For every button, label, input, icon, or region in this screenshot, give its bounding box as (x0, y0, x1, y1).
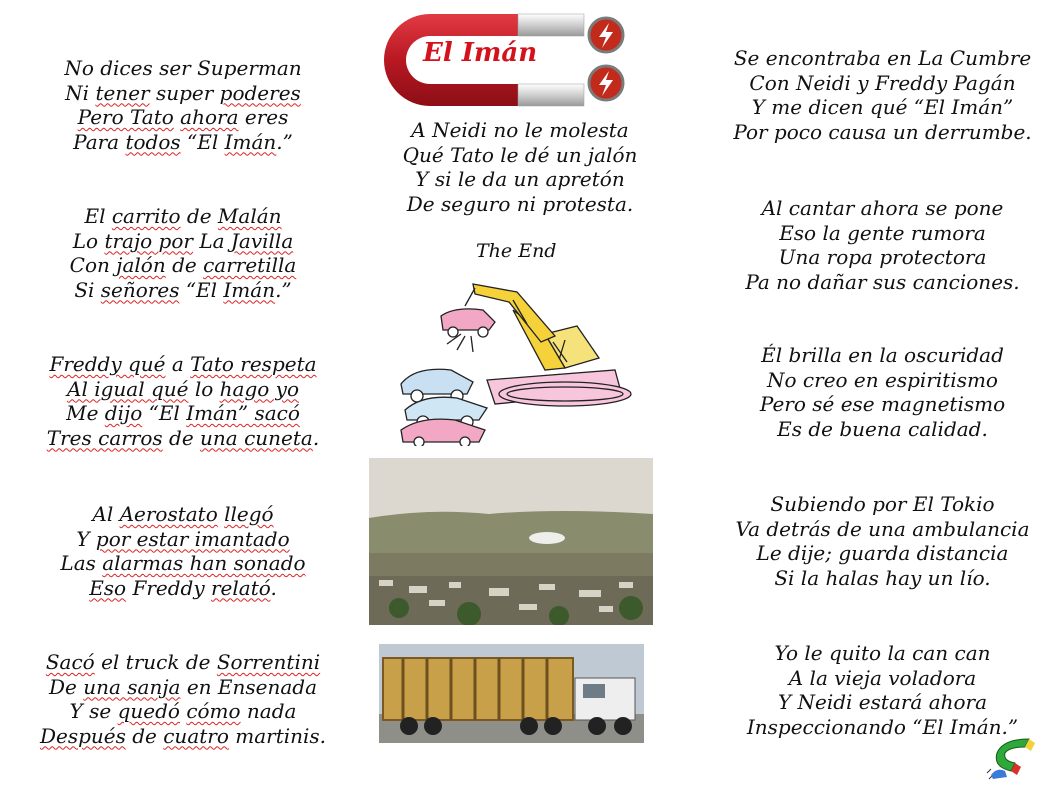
right-stanza (710, 46, 1055, 144)
lightning-badge-icon (589, 18, 623, 52)
underlined-word: ahora (180, 105, 239, 129)
verse-text: Y (76, 526, 96, 551)
underlined-word: Tato respeta (190, 352, 317, 376)
verse-line (8, 130, 358, 155)
verse-text: . (312, 425, 320, 450)
verse-line: Subiendo por El Tokio (770, 492, 995, 516)
underlined-word: todos (125, 129, 181, 154)
verse-line: No creo en espiritismo (767, 367, 998, 392)
verse-text: Ni (65, 80, 96, 105)
verse-text: de (180, 204, 218, 228)
the-end-label: The End (476, 240, 557, 262)
verse-line: Pero sé ese magnetismo (759, 392, 1006, 416)
verse-text: La (192, 228, 231, 253)
right-stanza (710, 492, 1055, 590)
page-title: El Imán (423, 38, 538, 68)
underlined-word: dijo (104, 401, 143, 425)
underlined-word: hago yo (219, 376, 299, 401)
verse-line (8, 426, 358, 451)
verse-line (8, 551, 358, 576)
verse-text: el truck de (94, 650, 217, 674)
underlined-word: una sanja (83, 674, 181, 699)
right-stanza (710, 641, 1055, 739)
verse-line: Con Neidi y Freddy Pagán (749, 70, 1016, 95)
verse-line: Se encontraba en La Cumbre (733, 46, 1032, 70)
verse-text: De (48, 674, 84, 699)
verse-line: Y me dicen qué “El Imán” (751, 95, 1014, 119)
underlined-word: Sacó (45, 650, 95, 674)
underlined-word: señores (100, 277, 180, 302)
lightning-badge-icon (589, 66, 623, 100)
verse-text: Me (66, 401, 105, 425)
verse-text: .” (275, 277, 292, 302)
left-stanza (8, 502, 358, 600)
verse-line (8, 204, 358, 229)
right-stanza (710, 196, 1055, 294)
verse-line (8, 81, 358, 106)
underlined-word: por estar imantado (95, 526, 290, 551)
verse-text: “El (179, 277, 224, 302)
underlined-word: Tres carros (46, 425, 163, 450)
truck-photo (379, 644, 644, 743)
verse-text: lo (188, 376, 220, 401)
verse-text: Lo (72, 228, 105, 253)
verse-line: Al cantar ahora se pone (761, 196, 1004, 220)
corner-magnet-icon (985, 735, 1037, 781)
underlined-word: Al igual qué (67, 376, 189, 401)
left-stanza (8, 204, 358, 302)
verse-line (8, 56, 358, 81)
verse-line: Le dije; guarda distancia (756, 541, 1009, 565)
verse-text: de (162, 425, 201, 450)
verse-line: Una ropa protectora (778, 245, 987, 269)
verse-line: Es de buena calidad. (777, 416, 988, 441)
underlined-word: carretilla (203, 253, 297, 277)
verse-line: Inspeccionando “El Imán.” (746, 714, 1019, 739)
underlined-word: Después (39, 723, 126, 748)
underlined-word: Freddy qué (49, 352, 166, 376)
center-stanza (380, 118, 660, 216)
underlined-word: Sorrentini (216, 650, 321, 674)
verse-line (8, 229, 358, 254)
underlined-word: trajo por (104, 228, 193, 253)
verse-text: de (125, 723, 164, 748)
verse-line (8, 527, 358, 552)
verse-text: . (270, 575, 277, 600)
verse-text: Si (74, 277, 101, 302)
verse-line: Por poco causa un derrumbe. (733, 119, 1032, 144)
verse-line: A Neidi no le molesta (411, 118, 629, 142)
verse-line: De seguro ni protesta. (406, 191, 634, 216)
verse-text: eres (238, 105, 289, 129)
right-stanza (710, 343, 1055, 441)
verse-text: de (165, 253, 204, 277)
underlined-word: jalón (116, 253, 166, 277)
underlined-word: cómo (186, 699, 241, 723)
underlined-word: Javilla (230, 228, 294, 253)
verse-line (8, 675, 358, 700)
verse-line (8, 278, 358, 303)
verse-line (8, 502, 358, 527)
verse-text: super (149, 80, 220, 105)
verse-line (8, 105, 358, 130)
underlined-word: poderes (219, 80, 301, 105)
verse-text: Con (69, 253, 117, 277)
verse-line (8, 401, 358, 426)
verse-text: a (165, 352, 191, 376)
underlined-word: Eso (89, 575, 127, 600)
underlined-word: alarmas han sonado (102, 551, 306, 575)
underlined-word: quedó (117, 699, 180, 723)
verse-line (8, 576, 358, 601)
verse-text: Freddy (126, 575, 211, 600)
verse-line (8, 699, 358, 724)
verse-text: Para (73, 129, 126, 154)
verse-text: No dices ser Superman (64, 56, 302, 80)
verse-text: El (84, 204, 112, 228)
verse-line (8, 724, 358, 749)
verse-line: Va detrás de una ambulancia (735, 516, 1030, 541)
verse-line: Si la halas hay un lío. (774, 565, 991, 590)
underlined-word: Imán (224, 129, 277, 154)
underlined-word: cuatro (163, 723, 229, 748)
verse-line: Qué Tato le dé un jalón (402, 142, 638, 167)
underlined-word: Malán (217, 204, 282, 228)
underlined-word: Aerostato (119, 502, 218, 526)
verse-text: martinis. (228, 723, 327, 748)
verse-line (8, 352, 358, 377)
verse-line (8, 377, 358, 402)
underlined-word: tener (95, 80, 150, 105)
underlined-word: carrito (111, 204, 181, 228)
crane-clipart (395, 270, 635, 446)
verse-text: Las (60, 551, 103, 575)
verse-line: Y si le da un apretón (415, 167, 625, 191)
verse-line: Y Neidi estará ahora (777, 690, 988, 714)
verse-line: Yo le quito la can can (774, 641, 991, 665)
underlined-word: una cuneta (200, 425, 313, 450)
underlined-word: llegó (224, 502, 274, 526)
verse-line (8, 650, 358, 675)
verse-line: Eso la gente rumora (779, 220, 986, 245)
left-stanza (8, 650, 358, 748)
verse-line: A la vieja voladora (788, 665, 977, 690)
underlined-word: relató (211, 575, 271, 600)
left-stanza (8, 352, 358, 450)
verse-text: .” (276, 129, 293, 154)
verse-line: Él brilla en la oscuridad (761, 343, 1004, 367)
verse-text: “El (142, 401, 187, 425)
underlined-word: Pero Tato (77, 105, 174, 129)
verse-text: nada (240, 699, 297, 723)
town-photo (369, 458, 653, 625)
verse-text: Al (92, 502, 120, 526)
verse-line: Pa no dañar sus canciones. (745, 269, 1020, 294)
left-stanza (8, 56, 358, 154)
verse-text: Y se (69, 699, 118, 723)
verse-text: “El (180, 129, 225, 154)
verse-text: en Ensenada (180, 674, 318, 699)
verse-line (8, 253, 358, 278)
underlined-word: Imán (223, 277, 276, 302)
underlined-word: Imán” sacó (186, 401, 300, 425)
